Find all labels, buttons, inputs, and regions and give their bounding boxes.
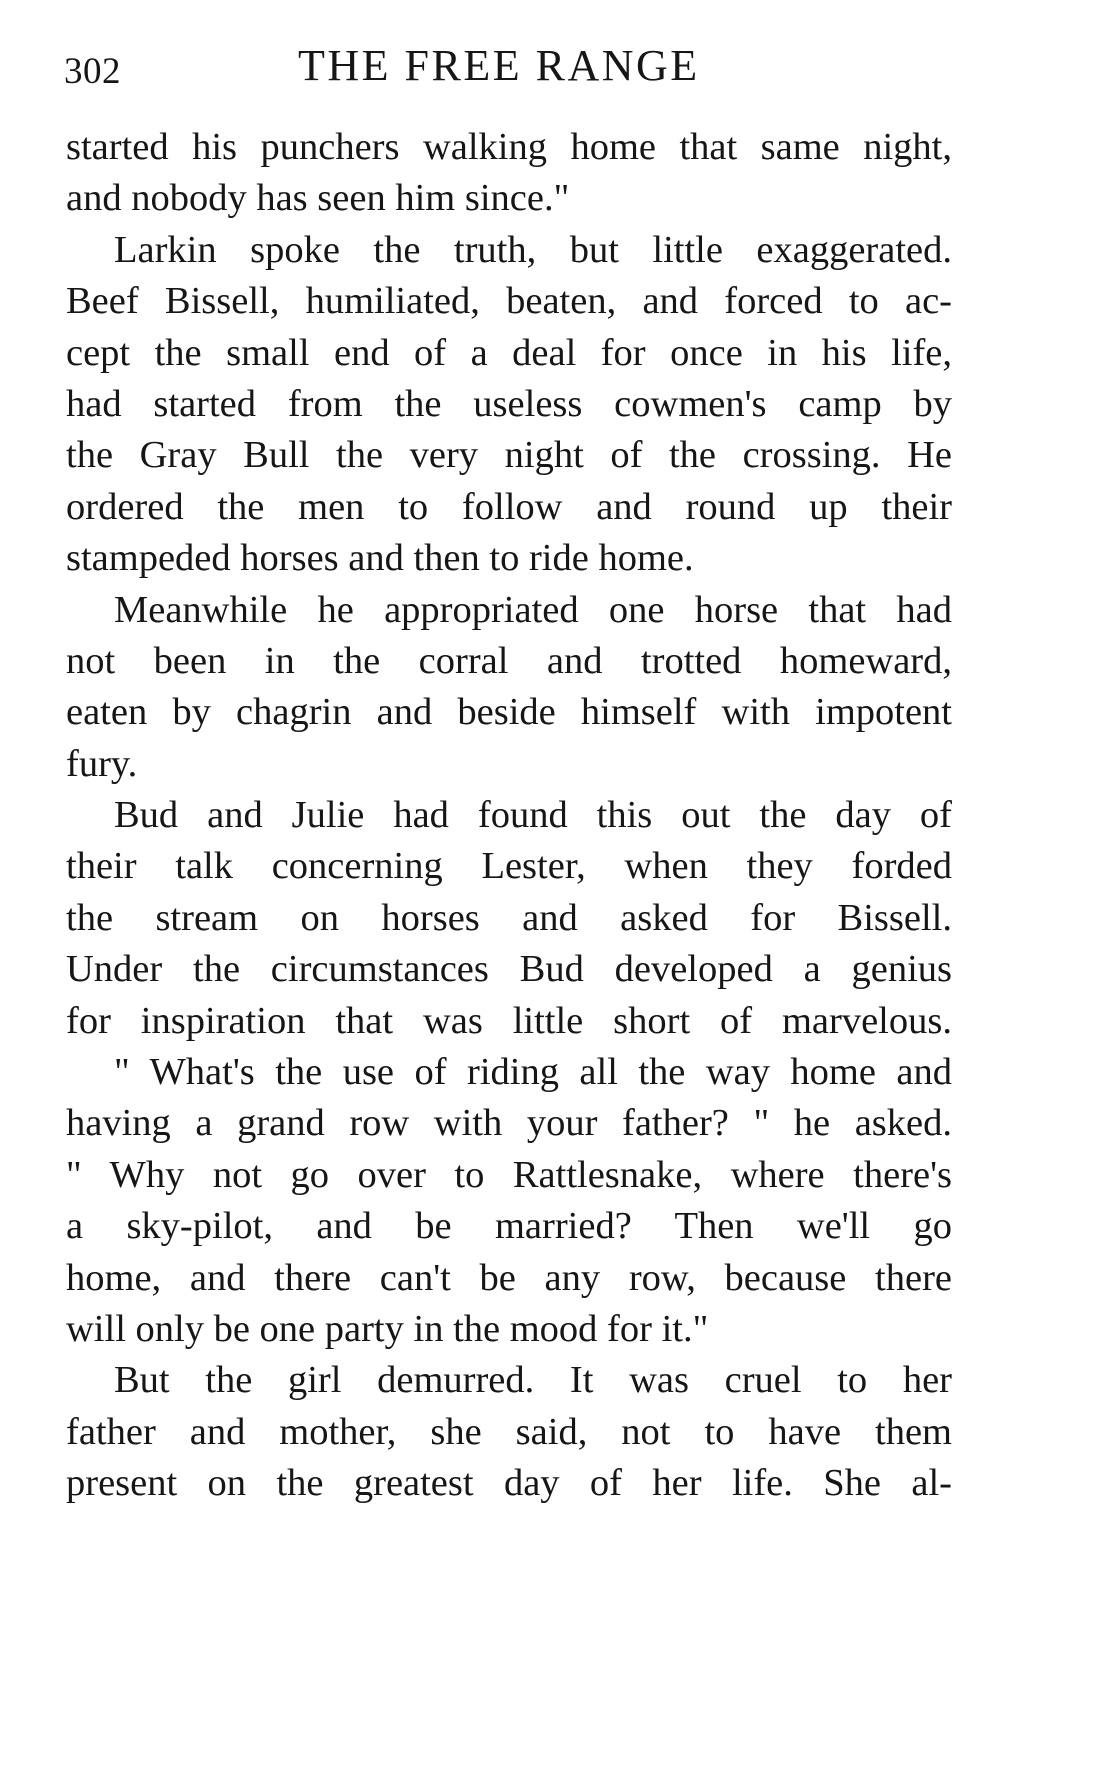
text-line: present on the greatest day of her life. She al-: [66, 1462, 952, 1505]
body-text: [66, 122, 952, 1510]
text-line: stampeded horses and then to ride home.: [66, 537, 694, 580]
text-line: had started from the useless cowmen's camp by: [66, 382, 952, 425]
text-line: eaten by chagrin and beside himself with impotent: [66, 691, 952, 734]
text-line: home, and there can't be any row, because there: [66, 1256, 952, 1299]
text-line: But the girl demurred. It was cruel to her: [114, 1359, 952, 1402]
text-line: started his punchers walking home that same night,: [66, 126, 952, 168]
text-line: " Why not go over to Rattlesnake, where there's: [66, 1153, 952, 1196]
text-line: ordered the men to follow and round up their: [66, 485, 952, 528]
text-line: Larkin spoke the truth, but little exaggerated.: [114, 228, 952, 271]
page-number: 302: [64, 51, 121, 92]
text-line: Beef Bissell, humiliated, beaten, and forced to ac-: [66, 280, 952, 323]
text-line: having a grand row with your father? " he asked.: [66, 1102, 952, 1145]
text-line: Meanwhile he appropriated one horse that had: [114, 588, 952, 631]
text-line: cept the small end of a deal for once in his life,: [66, 331, 952, 374]
text-line: a sky-pilot, and be married? Then we'll go: [66, 1205, 952, 1248]
text-line: Bud and Julie had found this out the day of: [114, 794, 952, 837]
text-line: fury.: [66, 742, 138, 785]
text-line: the stream on horses and asked for Bissell.: [66, 896, 952, 939]
text-line: will only be one party in the mood for it.": [66, 1307, 709, 1350]
text-line: not been in the corral and trotted homeward,: [66, 639, 952, 682]
text-line: and nobody has seen him since.": [66, 177, 570, 220]
text-line: their talk concerning Lester, when they forded: [66, 845, 952, 888]
running-head: [64, 40, 954, 90]
running-title: THE FREE RANGE: [298, 41, 700, 90]
text-line: father and mother, she said, not to have them: [66, 1410, 952, 1453]
text-line: the Gray Bull the very night of the crossing. He: [66, 434, 952, 477]
text-line: Under the circumstances Bud developed a genius: [66, 948, 952, 991]
text-line: for inspiration that was little short of marvelous.: [66, 999, 952, 1042]
text-line: " What's the use of riding all the way home and: [114, 1051, 952, 1094]
